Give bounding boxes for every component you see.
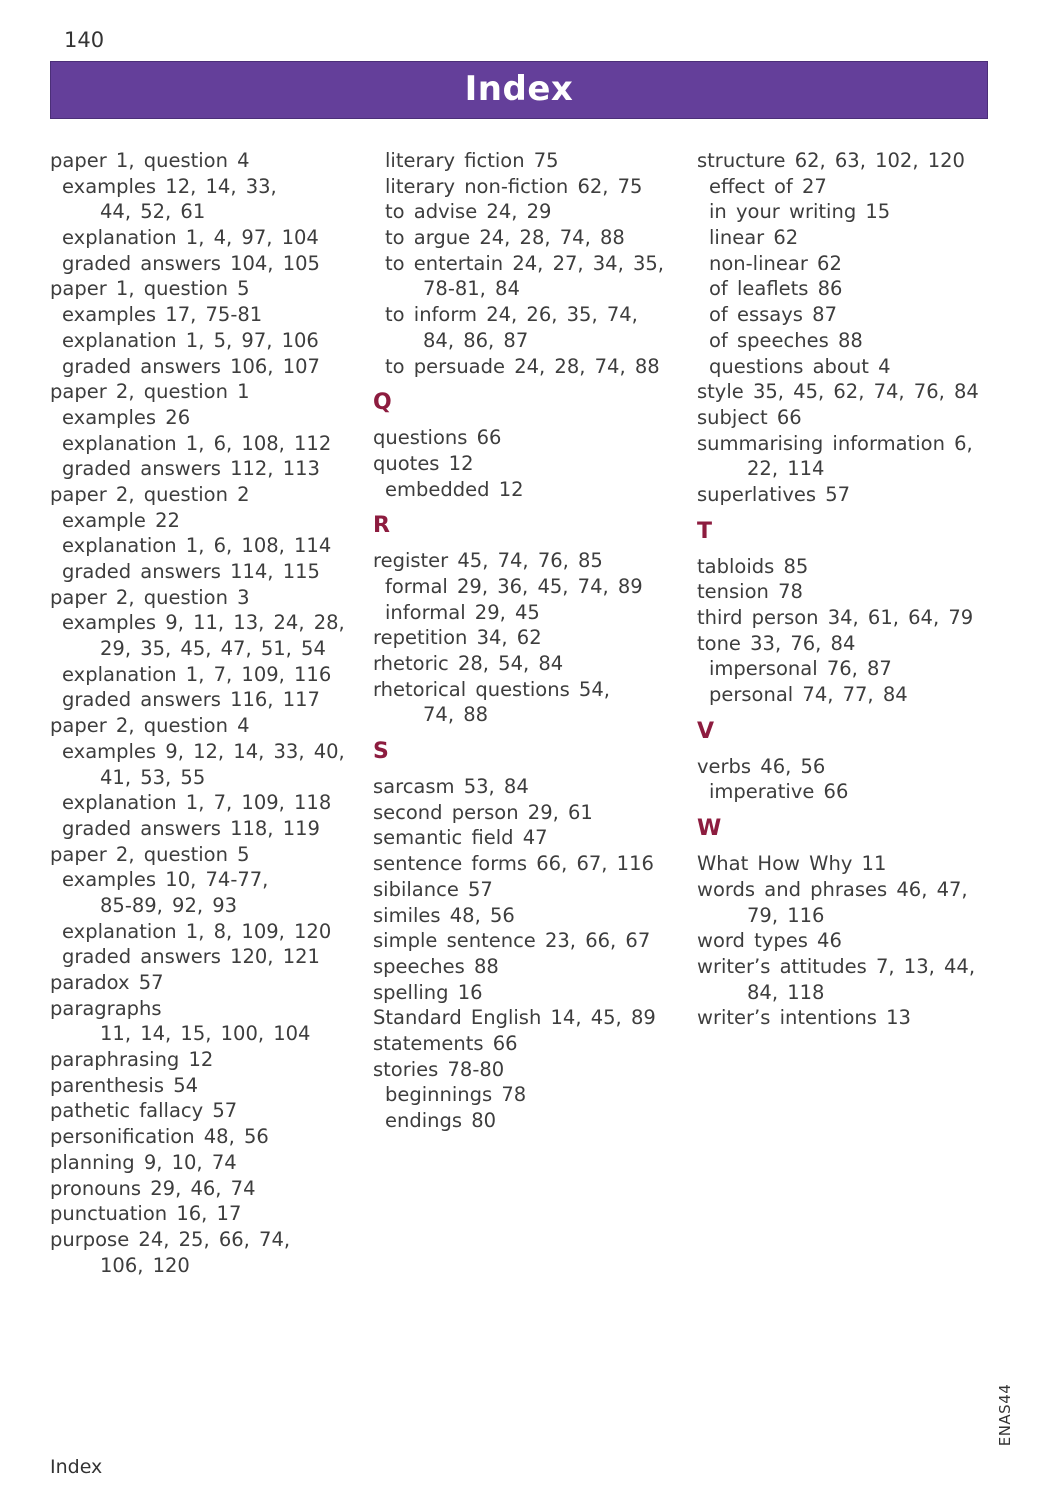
index-subentry: graded answers 120, 121	[62, 945, 320, 969]
index-subentry: graded answers 118, 119	[62, 816, 320, 840]
index-subentry: literary fiction 75	[385, 149, 559, 172]
index-subentry: explanation 1, 6, 108, 114	[62, 534, 332, 558]
index-subentry: to persuade 24, 28, 74, 88	[385, 354, 660, 378]
index-entry: personification 48, 56	[50, 1125, 269, 1149]
index-entry: paper 2, question 1	[50, 380, 250, 404]
index-subentry: to entertain 24, 27, 34, 35,	[385, 251, 665, 275]
index-entry: Standard English 14, 45, 89	[373, 1006, 656, 1030]
index-entry: semantic field 47	[373, 826, 548, 850]
index-entry: quotes 12	[373, 451, 474, 475]
index-entry: summarising information 6,	[697, 431, 973, 455]
index-entry: simple sentence 23, 66, 67	[373, 929, 651, 953]
index-subentry: of essays 87	[709, 303, 837, 327]
footer-label: Index	[50, 1456, 103, 1478]
index-subentry: in your writing 15	[709, 200, 891, 224]
index-subentry: of speeches 88	[709, 328, 863, 352]
index-entry: subject 66	[697, 405, 802, 429]
index-subentry: explanation 1, 8, 109, 120	[62, 919, 332, 943]
index-continuation: 78-81, 84	[423, 277, 520, 301]
index-subentry: explanation 1, 7, 109, 118	[62, 791, 332, 815]
index-entry: What How Why 11	[697, 852, 887, 876]
page-title: Index	[464, 69, 574, 109]
index-continuation: 106, 120	[100, 1253, 190, 1277]
index-column-1	[50, 148, 345, 1278]
index-entry: parenthesis 54	[50, 1073, 199, 1097]
index-subentry: graded answers 114, 115	[62, 560, 320, 583]
index-entry: paper 1, question 5	[50, 277, 250, 301]
index-entry: similes 48, 56	[373, 903, 515, 927]
index-subentry: examples 9, 11, 13, 24, 28,	[62, 611, 345, 635]
section-letter: T	[697, 518, 713, 544]
index-subentry: effect of 27	[709, 174, 827, 198]
index-column-2	[373, 148, 664, 1134]
index-subentry: examples 9, 12, 14, 33, 40,	[62, 739, 345, 763]
index-entry: paper 1, question 4	[50, 149, 250, 172]
index-entry: paraphrasing 12	[50, 1048, 214, 1072]
index-entry: questions 66	[373, 426, 502, 450]
index-entry: paper 2, question 2	[50, 482, 250, 506]
index-entry: words and phrases 46, 47,	[697, 877, 968, 901]
index-entry: sentence forms 66, 67, 116	[373, 852, 654, 876]
index-entry: paper 2, question 4	[50, 714, 250, 738]
index-entry: tension 78	[697, 580, 803, 604]
index-entry: punctuation 16, 17	[50, 1202, 242, 1226]
index-continuation: 79, 116	[747, 903, 825, 927]
index-subentry: imperative 66	[709, 780, 849, 804]
index-entry: repetition 34, 62	[373, 626, 542, 650]
index-entry: spelling 16	[373, 980, 483, 1004]
index-subentry: impersonal 76, 87	[709, 657, 892, 681]
index-subentry: examples 12, 14, 33,	[62, 174, 277, 198]
index-subentry: explanation 1, 5, 97, 106	[62, 328, 319, 352]
index-subentry: embedded 12	[385, 477, 524, 501]
index-subentry: questions about 4	[709, 354, 891, 378]
index-entry: paradox 57	[50, 971, 164, 994]
index-entry: structure 62, 63, 102, 120	[697, 149, 965, 172]
index-subentry: graded answers 112, 113	[62, 457, 320, 481]
index-continuation: 44, 52, 61	[100, 200, 206, 224]
index-subentry: graded answers 104, 105	[62, 251, 320, 275]
index-entry: tone 33, 76, 84	[697, 631, 856, 655]
index-subentry: formal 29, 36, 45, 74, 89	[385, 574, 643, 598]
index-subentry: explanation 1, 6, 108, 112	[62, 431, 332, 455]
section-letter: S	[373, 739, 389, 765]
index-subentry: informal 29, 45	[385, 600, 540, 624]
page-number: 140	[64, 28, 105, 52]
index-entry: planning 9, 10, 74	[50, 1150, 237, 1174]
index-continuation: 22, 114	[747, 457, 825, 481]
index-entry: purpose 24, 25, 66, 74,	[50, 1227, 291, 1251]
index-subentry: explanation 1, 7, 109, 116	[62, 662, 332, 686]
index-entry: register 45, 74, 76, 85	[373, 549, 603, 573]
index-entry: paragraphs	[50, 996, 162, 1020]
index-subentry: endings 80	[385, 1109, 497, 1132]
section-letter: V	[697, 718, 715, 744]
index-entry: rhetoric 28, 54, 84	[373, 652, 564, 675]
index-entry: third person 34, 61, 64, 79	[697, 606, 974, 629]
index-entry: style 35, 45, 62, 74, 76, 84	[697, 380, 979, 404]
index-column-3	[697, 148, 979, 1031]
index-entry: pronouns 29, 46, 74	[50, 1176, 256, 1200]
index-subentry: beginnings 78	[385, 1083, 527, 1107]
index-entry: second person 29, 61	[373, 800, 593, 824]
index-entry: tabloids 85	[697, 554, 809, 578]
index-entry: writer’s intentions 13	[697, 1006, 911, 1030]
index-entry: speeches 88	[373, 954, 499, 978]
index-subentry: explanation 1, 4, 97, 104	[62, 226, 319, 250]
index-entry: writer’s attitudes 7, 13, 44,	[697, 954, 976, 978]
index-entry: pathetic fallacy 57	[50, 1099, 238, 1123]
index-continuation: 84, 118	[747, 980, 825, 1004]
index-subentry: examples 26	[62, 405, 191, 429]
index-subentry: examples 17, 75-81	[62, 303, 263, 327]
index-continuation: 85-89, 92, 93	[100, 893, 238, 917]
section-letter: W	[697, 816, 722, 842]
section-letter: R	[373, 513, 390, 539]
side-code: ENAS44	[996, 1383, 1014, 1447]
section-letter: Q	[373, 390, 392, 416]
index-continuation: 11, 14, 15, 100, 104	[100, 1022, 311, 1046]
index-subentry: literary non-fiction 62, 75	[385, 174, 643, 198]
index-subentry: personal 74, 77, 84	[709, 683, 908, 707]
index-entry: word types 46	[697, 929, 842, 953]
index-entry: sarcasm 53, 84	[373, 775, 529, 799]
index-entry: sibilance 57	[373, 877, 493, 901]
index-subentry: to inform 24, 26, 35, 74,	[385, 303, 638, 327]
index-entry: rhetorical questions 54,	[373, 677, 610, 701]
index-subentry: of leaflets 86	[709, 277, 843, 301]
index-subentry: examples 10, 74-77,	[62, 868, 269, 892]
index-entry: paper 2, question 5	[50, 842, 250, 866]
index-continuation: 74, 88	[423, 703, 489, 727]
index-continuation: 29, 35, 45, 47, 51, 54	[100, 637, 326, 661]
index-entry: superlatives 57	[697, 482, 851, 506]
index-subentry: to advise 24, 29	[385, 200, 552, 224]
index-subentry: non-linear 62	[709, 251, 842, 275]
index-entry: statements 66	[373, 1031, 518, 1055]
index-entry: stories 78-80	[373, 1057, 505, 1081]
index-subentry: linear 62	[709, 226, 799, 250]
index-entry: verbs 46, 56	[697, 754, 826, 778]
index-subentry: graded answers 106, 107	[62, 354, 320, 378]
index-subentry: example 22	[62, 508, 180, 532]
index-subentry: to argue 24, 28, 74, 88	[385, 226, 625, 250]
index-entry: paper 2, question 3	[50, 585, 250, 609]
title-banner	[50, 61, 988, 119]
index-subentry: graded answers 116, 117	[62, 688, 320, 712]
index-continuation: 41, 53, 55	[100, 765, 206, 789]
index-continuation: 84, 86, 87	[423, 328, 529, 352]
